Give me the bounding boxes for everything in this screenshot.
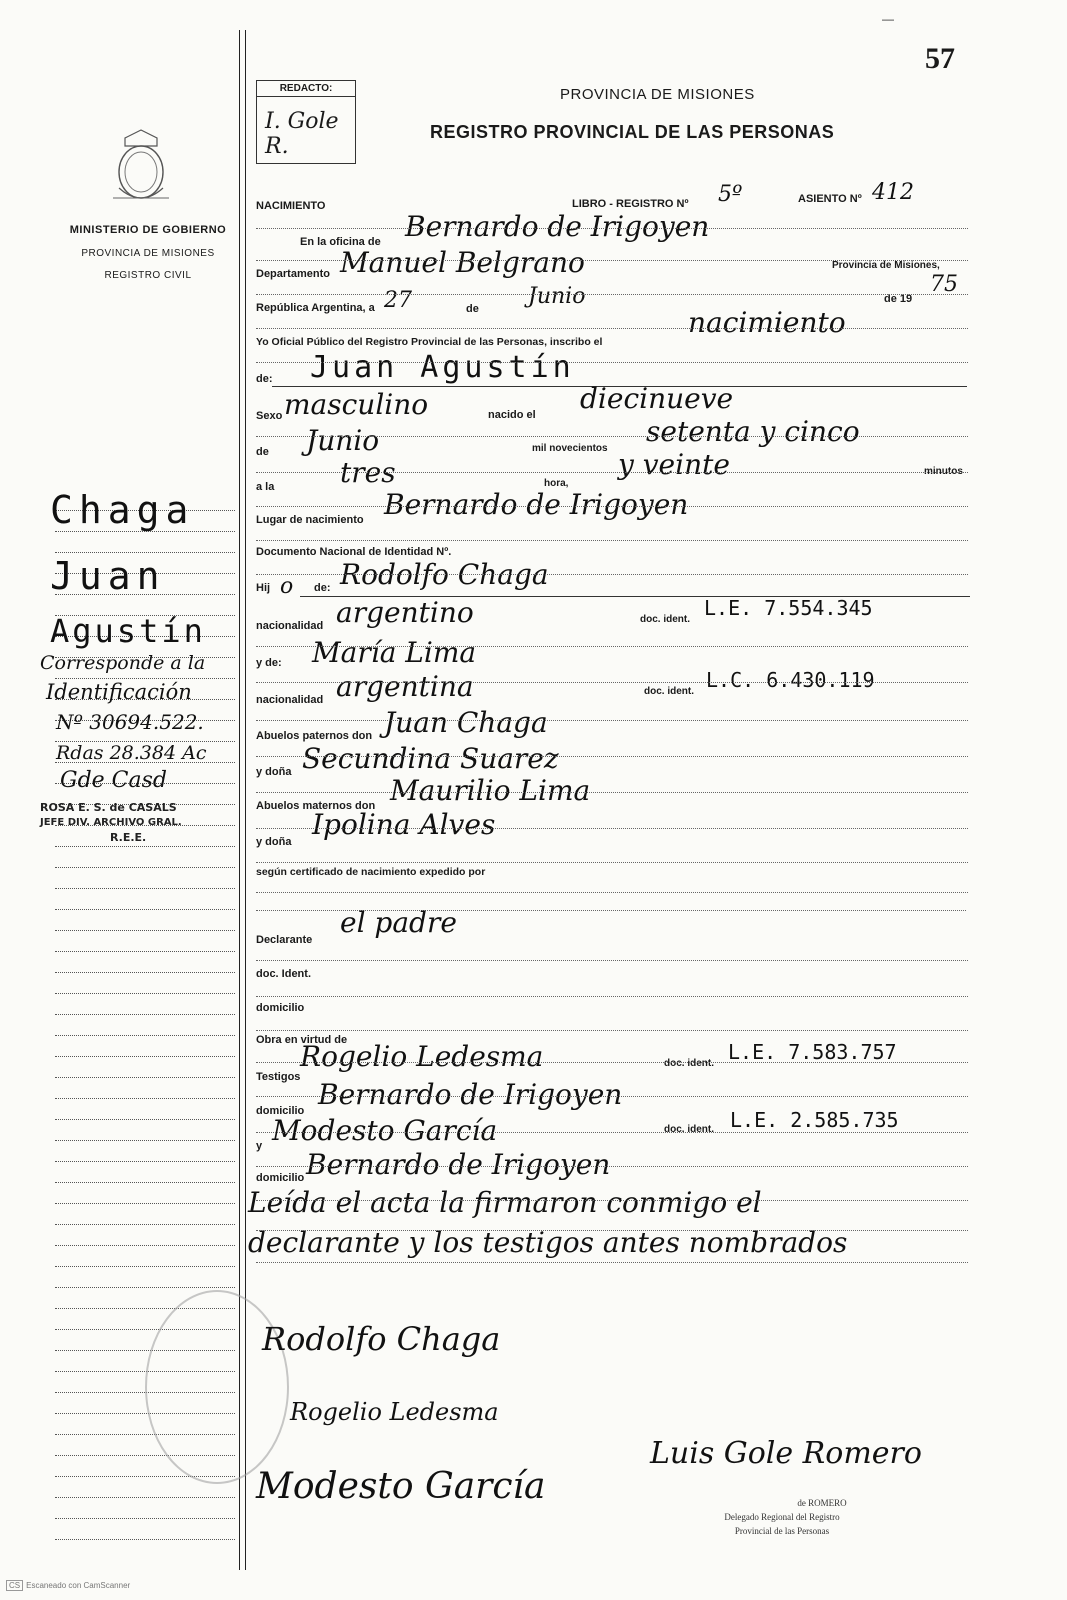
- nacimiento-label: NACIMIENTO: [256, 200, 326, 212]
- mother-doc-value: L.C. 6.430.119: [706, 668, 875, 692]
- margin-ruled-line: [55, 1518, 235, 1519]
- hijo-de-label: de:: [314, 582, 331, 594]
- registry-title: REGISTRO PROVINCIAL DE LAS PERSONAS: [430, 122, 835, 142]
- libro-label: LIBRO - REGISTRO Nº: [572, 198, 689, 210]
- margin-note-1: Corresponde a la: [40, 652, 206, 674]
- margin-ruled-line: [55, 1140, 235, 1141]
- official-stamp-line2: Delegado Regional del Registro: [724, 1512, 840, 1522]
- de-nombre-label: de:: [256, 373, 273, 385]
- ministry-registry: REGISTRO CIVIL: [104, 270, 192, 281]
- corner-mark: —: [882, 12, 894, 26]
- domicilio-label-1: domicilio: [256, 1002, 305, 1014]
- margin-ruled-line: [55, 1035, 235, 1036]
- hora-label: hora,: [544, 478, 569, 489]
- form-ruled-line: [256, 1096, 968, 1097]
- form-ruled-line: [256, 1062, 968, 1063]
- margin-ruled-line: [55, 1161, 235, 1162]
- form-ruled-line: [256, 472, 968, 473]
- official-stamp: [672, 1496, 892, 1538]
- witness2-value: Modesto García: [272, 1114, 498, 1147]
- margin-ruled-line: [55, 552, 235, 553]
- hijo-suffix: o: [280, 574, 294, 599]
- scanner-footer-text: Escaneado con CamScanner: [26, 1581, 131, 1590]
- segun-certificado-label: según certificado de nacimiento expedido por: [256, 866, 486, 878]
- witness2-address-value: Bernardo de Irigoyen: [306, 1148, 611, 1181]
- mil-label: mil novecientos: [532, 443, 608, 454]
- form-ruled-line: [256, 646, 968, 647]
- nacionalidad-label-1: nacionalidad: [256, 620, 324, 632]
- redacto-box: [256, 80, 356, 164]
- form-ruled-line: [256, 756, 968, 757]
- minutos-label: minutos: [924, 466, 963, 477]
- month-value: Junio: [528, 284, 586, 309]
- doc-ident-label-2: doc. ident.: [644, 686, 694, 697]
- margin-note-2: Identificación: [46, 680, 192, 704]
- father-doc-value: L.E. 7.554.345: [704, 596, 873, 620]
- de-label-2: de: [256, 446, 269, 458]
- form-ruled-line: [256, 540, 968, 541]
- inscribo-value: nacimiento: [688, 306, 846, 339]
- asiento-label: ASIENTO Nº: [798, 193, 862, 205]
- margin-ruled-line: [55, 1497, 235, 1498]
- signature-witness2: Modesto García: [256, 1466, 546, 1507]
- mother-nationality-value: argentina: [336, 670, 474, 703]
- oficina-value: Bernardo de Irigoyen: [405, 210, 710, 243]
- provincia-label: Provincia de Misiones,: [832, 260, 940, 271]
- abuelos-paternos-label: Abuelos paternos don: [256, 730, 373, 742]
- form-ruled-line: [256, 828, 968, 829]
- paternal-grandfather-value: Juan Chaga: [384, 706, 548, 739]
- obra-label: Obra en virtud de: [256, 1034, 348, 1046]
- form-ruled-line: [256, 1030, 968, 1031]
- closing-line-1: Leída el acta la firmaron conmigo el: [248, 1186, 762, 1219]
- domicilio-label-2: domicilio: [256, 1105, 305, 1117]
- oficina-label: En la oficina de: [300, 236, 381, 248]
- lugar-label: Lugar de nacimiento: [256, 514, 364, 526]
- form-ruled-line: [256, 362, 968, 363]
- form-ruled-line: [256, 228, 968, 229]
- form-ruled-line: [256, 720, 968, 721]
- official-stamp-line1: de ROMERO: [797, 1498, 847, 1508]
- dni-label: Documento Nacional de Identidad Nº.: [256, 546, 452, 558]
- margin-note-5: Gde Casd: [60, 768, 167, 793]
- archive-stamp-line2: JEFE DIV. ARCHIVO GRAL.: [40, 817, 182, 828]
- form-ruled-line: [256, 682, 968, 683]
- day-value: 27: [384, 288, 412, 313]
- y-de-label: y de:: [256, 657, 282, 669]
- form-ruled-line: [256, 792, 968, 793]
- domicilio-label-3: domicilio: [256, 1172, 305, 1184]
- mother-name-value: María Lima: [312, 636, 477, 669]
- testigos-label: Testigos: [256, 1071, 301, 1083]
- form-ruled-line: [256, 1166, 968, 1167]
- witness1-address-value: Bernardo de Irigoyen: [318, 1078, 623, 1111]
- margin-surname: Chaga: [50, 488, 195, 532]
- form-ruled-line: [256, 862, 968, 863]
- signature-witness1: Rogelio Ledesma: [290, 1398, 499, 1426]
- margin-ruled-line: [55, 1182, 235, 1183]
- margin-ruled-line: [55, 888, 235, 889]
- margin-second-name: Agustín: [50, 612, 206, 650]
- signature-father: Rodolfo Chaga: [262, 1320, 501, 1358]
- birth-year-value: setenta y cinco: [646, 415, 860, 448]
- doc-ident-label-1: doc. ident.: [640, 614, 690, 625]
- oficial-label: Yo Oficial Público del Registro Provincial de las Personas, inscribo el: [256, 336, 603, 348]
- republica-label: República Argentina, a: [256, 302, 375, 314]
- margin-ruled-line: [55, 1287, 235, 1288]
- maternal-grandfather-value: Maurilio Lima: [390, 774, 591, 807]
- margin-ruled-line: [55, 867, 235, 868]
- coat-of-arms-emblem: [105, 128, 177, 208]
- birth-month-value: Junio: [306, 424, 380, 457]
- scanner-logo-icon: CS: [6, 1580, 23, 1591]
- doc-ident-label-4: doc. ident.: [664, 1058, 714, 1069]
- nacido-value: diecinueve: [580, 382, 734, 415]
- maternal-grandmother-value: Ipolina Alves: [312, 808, 496, 841]
- margin-ruled-line: [55, 1056, 235, 1057]
- margin-ruled-line: [55, 1014, 235, 1015]
- abuelos-maternos-label: Abuelos maternos don: [256, 800, 376, 812]
- child-name-value: Juan Agustín: [310, 350, 575, 385]
- redacto-label: REDACTO:: [257, 83, 355, 97]
- y-dona-label-2: y doña: [256, 836, 292, 848]
- declarante-label: Declarante: [256, 934, 313, 946]
- archive-stamp: [40, 800, 240, 845]
- witness2-doc-value: L.E. 2.585.735: [730, 1108, 899, 1132]
- margin-ruled-line: [55, 972, 235, 973]
- margin-ruled-line: [55, 1266, 235, 1267]
- form-ruled-line: [256, 1132, 968, 1133]
- margin-ruled-line: [55, 1203, 235, 1204]
- margin-note-4: Rdas 28.384 Ac: [56, 742, 207, 764]
- form-ruled-line: [256, 328, 968, 329]
- sexo-label: Sexo: [256, 410, 283, 422]
- declarante-value: el padre: [340, 906, 457, 939]
- witness1-doc-value: L.E. 7.583.757: [728, 1040, 897, 1064]
- margin-first-name: Juan: [50, 554, 166, 598]
- margin-ruled-line: [55, 1539, 235, 1540]
- form-ruled-line: [256, 1230, 968, 1231]
- nacionalidad-label-2: nacionalidad: [256, 694, 324, 706]
- father-name-value: Rodolfo Chaga: [340, 558, 549, 591]
- form-ruled-line: [256, 294, 968, 295]
- form-ruled-line: [256, 260, 968, 261]
- sexo-value: masculino: [284, 388, 429, 421]
- margin-ruled-line: [55, 993, 235, 994]
- signature-official: Luis Gole Romero: [650, 1436, 922, 1471]
- margin-note-3: Nº 30694.522.: [56, 710, 204, 734]
- ala-label: a la: [256, 481, 275, 493]
- year-value: 75: [930, 272, 958, 297]
- doc-ident-label-3: doc. Ident.: [256, 968, 311, 980]
- witness1-value: Rogelio Ledesma: [300, 1040, 544, 1073]
- hora-value: tres: [340, 456, 396, 489]
- margin-ruled-line: [55, 1119, 235, 1120]
- libro-value: 5º: [718, 182, 743, 207]
- closing-line-2: declarante y los testigos antes nombrados: [248, 1226, 848, 1259]
- redacto-value: I. Gole R.: [265, 109, 339, 159]
- father-nationality-value: argentino: [336, 596, 474, 629]
- departamento-label: Departamento: [256, 268, 330, 280]
- margin-ruled-line: [55, 930, 235, 931]
- margin-ruled-line: [55, 909, 235, 910]
- hijo-label: Hij: [256, 582, 271, 594]
- form-ruled-line: [256, 996, 968, 997]
- y-dona-label-1: y doña: [256, 766, 292, 778]
- margin-ruled-line: [55, 1224, 235, 1225]
- margin-ruled-line: [55, 846, 235, 847]
- province-title: PROVINCIA DE MISIONES: [560, 86, 755, 103]
- doc-ident-label-5: doc. ident.: [664, 1124, 714, 1135]
- minutos-value: y veinte: [618, 448, 730, 481]
- form-ruled-line: [256, 506, 968, 507]
- official-stamp-line3: Provincial de las Personas: [734, 1526, 830, 1536]
- page-number: 57: [925, 42, 955, 75]
- form-ruled-line: [256, 1200, 968, 1201]
- margin-ruled-line: [55, 1077, 235, 1078]
- asiento-value: 412: [872, 180, 914, 205]
- form-ruled-line: [256, 892, 968, 893]
- form-ruled-line: [256, 960, 968, 961]
- paternal-grandmother-value: Secundina Suarez: [302, 742, 559, 775]
- nacido-label: nacido el: [488, 409, 536, 421]
- ministry-province: PROVINCIA DE MISIONES: [81, 248, 215, 259]
- form-ruled-line: [256, 1262, 968, 1263]
- de-label-1: de: [466, 303, 479, 315]
- lugar-value: Bernardo de Irigoyen: [384, 488, 689, 521]
- archive-stamp-line1: ROSA E. S. de CASALS: [40, 801, 177, 814]
- ministry-name: MINISTERIO DE GOBIERNO: [69, 224, 227, 236]
- form-ruled-line: [256, 436, 968, 437]
- margin-ruled-line: [55, 1098, 235, 1099]
- form-ruled-line: [256, 574, 968, 575]
- departamento-value: Manuel Belgrano: [340, 246, 585, 279]
- scanner-footer: [6, 1580, 130, 1591]
- archive-stamp-line3: R.E.E.: [110, 831, 147, 844]
- y-label: y: [256, 1140, 263, 1152]
- margin-ruled-line: [55, 951, 235, 952]
- margin-ruled-line: [55, 1245, 235, 1246]
- de19-label: de 19: [884, 293, 913, 305]
- margin-ruled-line: [55, 678, 235, 679]
